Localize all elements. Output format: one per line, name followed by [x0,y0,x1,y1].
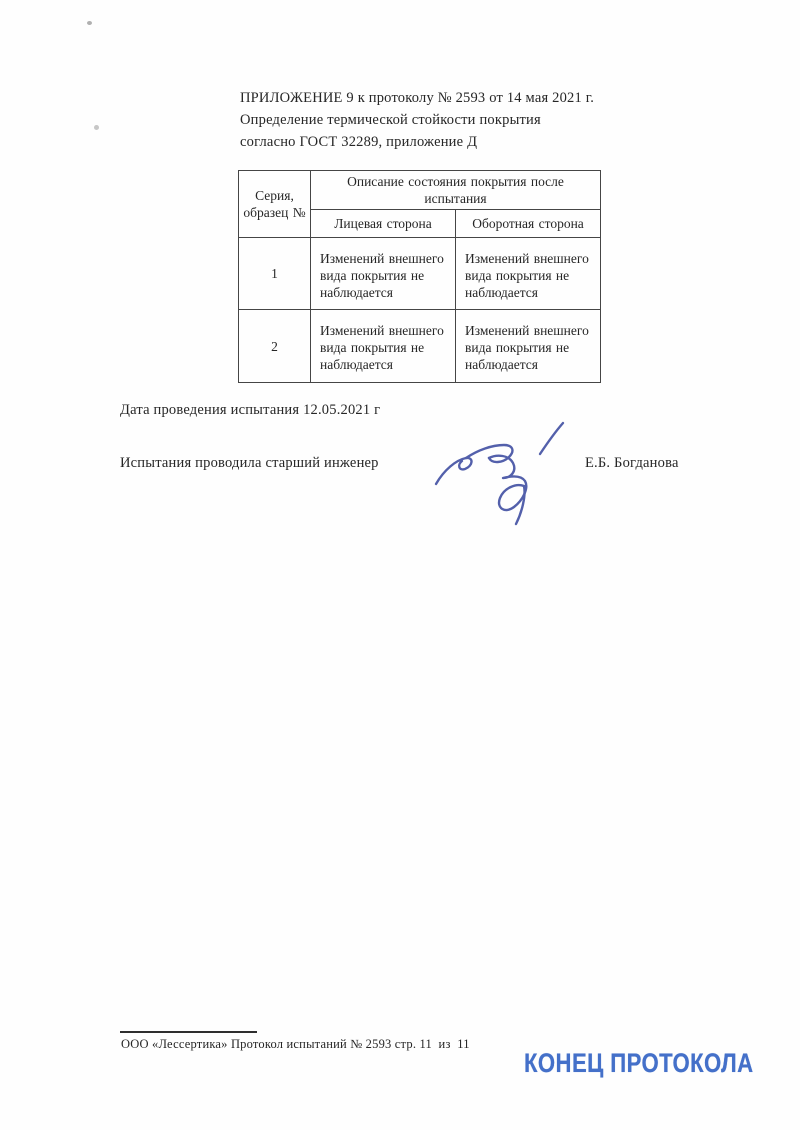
cell-front-result: Изменений внешнего вида покрытия не наблюдается [311,310,456,383]
table-row [239,310,601,383]
table-row [239,238,601,310]
table-header-row [239,171,601,210]
col-header-back-side: Оборотная сторона [456,210,601,238]
scan-speck [94,125,99,130]
results-table [238,170,601,383]
tester-role-line: Испытания проводила старший инженер [120,455,379,471]
cell-back-result: Изменений внешнего вида покрытия не наблюдается [456,238,601,310]
appendix-title-line: ПРИЛОЖЕНИЕ 9 к протоколу № 2593 от 14 мая 2021 г. [240,90,595,106]
end-of-protocol-stamp: КОНЕЦ ПРОТОКОЛА [524,1048,754,1078]
cell-front-result: Изменений внешнего вида покрытия не наблюдается [311,238,456,310]
footer-protocol-info: ООО «Лессертика» Протокол испытаний № 2593 стр. 11 из 11 [121,1037,470,1051]
test-description-line: Определение термической стойкости покрытия [240,112,541,128]
tester-name: Е.Б. Богданова [585,455,679,471]
cell-back-result: Изменений внешнего вида покрытия не наблюдается [456,310,601,383]
gost-reference-line: согласно ГОСТ 32289, приложение Д [240,134,478,150]
appendix-header [240,87,594,153]
cell-sample-number: 2 [239,310,311,383]
col-header-series: Серия, образец № [239,171,311,238]
col-header-description: Описание состояния покрытия после испытания [311,171,601,210]
test-date-line: Дата проведения испытания 12.05.2021 г [120,402,381,418]
col-header-front-side: Лицевая сторона [311,210,456,238]
scan-speck [87,21,92,25]
footer-divider [120,1031,257,1033]
handwritten-signature [428,412,580,532]
cell-sample-number: 1 [239,238,311,310]
